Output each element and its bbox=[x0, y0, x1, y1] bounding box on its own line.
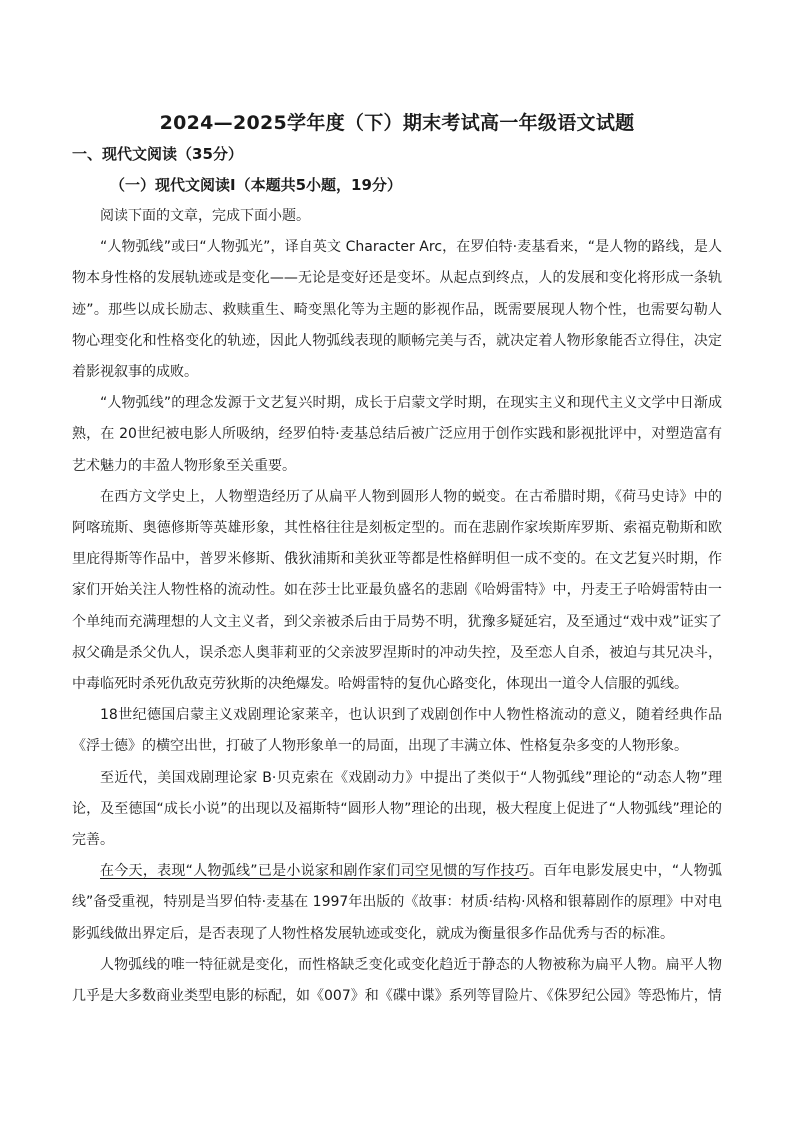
paragraph-1: “人物弧线”或曰“人物弧光”，译自英文 Character Arc，在罗伯特·麦基看来，“是人物的路线，是人物本身性格的发展轨迹或是变化——无论是变好还是变坏。从起点到终点，人的发展和变化将形成一条轨迹”。那些以成长励志、救赎重生、畸变黑化等为主题的影视作品，既需要展现人物个性，也需要勾勒人物心理变化和性格变化的轨迹，因此人物弧线表现的顺畅完美与否，就决定着人物形象能否立得住，决定着影视叙事的成败。 bbox=[72, 239, 722, 381]
section-heading: 一、现代文阅读（35分） bbox=[72, 145, 243, 163]
paragraph-3: 在西方文学史上，人物塑造经历了从扁平人物到圆形人物的蜕变。在古希腊时期，《荷马史诗》中的阿喀琉斯、奥德修斯等英雄形象，其性格往往是刻板定型的。而在悲剧作家埃斯库罗斯、索福克勒斯和欧里庇得斯等作品中，普罗米修斯、俄狄浦斯和美狄亚等都是性格鲜明但一成不变的。在文艺复兴时期，作家们开始关注人物性格的流动性。如在莎士比亚最负盛名的悲剧《哈姆雷特》中，丹麦王子哈姆雷特由一个单纯而充满理想的人文主义者，到父亲被杀后由于局势不明，犹豫多疑延宕，及至通过“戏中戏”证实了叔父确是杀父仇人，误杀恋人奥菲莉亚的父亲波罗涅斯时的冲动失控，及至恋人自杀，被迫与其兄决斗，中毒临死时杀死仇敌克劳狄斯的决绝爆发。哈姆雷特的复仇心路变化，体现出一道令人信服的弧线。 bbox=[72, 488, 722, 693]
paragraph-5: 至近代，美国戏剧理论家 B·贝克索在《戏剧动力》中提出了类似于“人物弧线”理论的“动态人物”理论，及至德国“成长小说”的出现以及福斯特“圆形人物”理论的出现，极大程度上促进了“人物弧线”理论的完善。 bbox=[72, 769, 722, 849]
paragraph-2: “人物弧线”的理念发源于文艺复兴时期，成长于启蒙文学时期，在现实主义和现代主义文学中日渐成熟，在 20世纪被电影人所吸纳，经罗伯特·麦基总结后被广泛应用于创作实践和影视批评中，对塑造富有艺术魅力的丰盈人物形象至关重要。 bbox=[72, 395, 722, 474]
subsection-heading: （一）现代文阅读Ⅰ（本题共5小题，19分） bbox=[110, 176, 402, 194]
paragraph-6 bbox=[72, 856, 722, 950]
reading-passage bbox=[72, 201, 722, 1012]
exam-title: 2024—2025学年度（下）期末考试高一年级语文试题 bbox=[159, 112, 635, 134]
paragraph-4: 18世纪德国启蒙主义戏剧理论家莱辛，也认识到了戏剧创作中人物性格流动的意义，随着经典作品《浮士德》的横空出世，打破了人物形象单一的局面，出现了丰满立体、性格复杂多变的人物形象。 bbox=[72, 707, 722, 755]
paragraph-6-rest: 。百年电影发展史中，“人物弧线”备受重视，特别是当罗伯特·麦基在 1997年出版的《故事：材质·结构·风格和银幕剧作的原理》中对电影弧线做出界定后，是否表现了人物性格发展轨迹或变化，就成为衡量很多作品优秀与否的标准。 bbox=[72, 863, 722, 942]
instruction-paragraph: 阅读下面的文章，完成下面小题。 bbox=[100, 208, 310, 224]
underlined-sentence: 在今天，表现“人物弧线”已是小说家和剧作家们司空见惯的写作技巧 bbox=[100, 863, 530, 880]
paragraph-7: 人物弧线的唯一特征就是变化，而性格缺乏变化或变化趋近于静态的人物被称为扁平人物。扁平人物几乎是大多数商业类型电影的标配，如《007》和《碟中谍》系列等冒险片、《侏罗纪公园》等恐怖片，情 bbox=[72, 956, 722, 1005]
